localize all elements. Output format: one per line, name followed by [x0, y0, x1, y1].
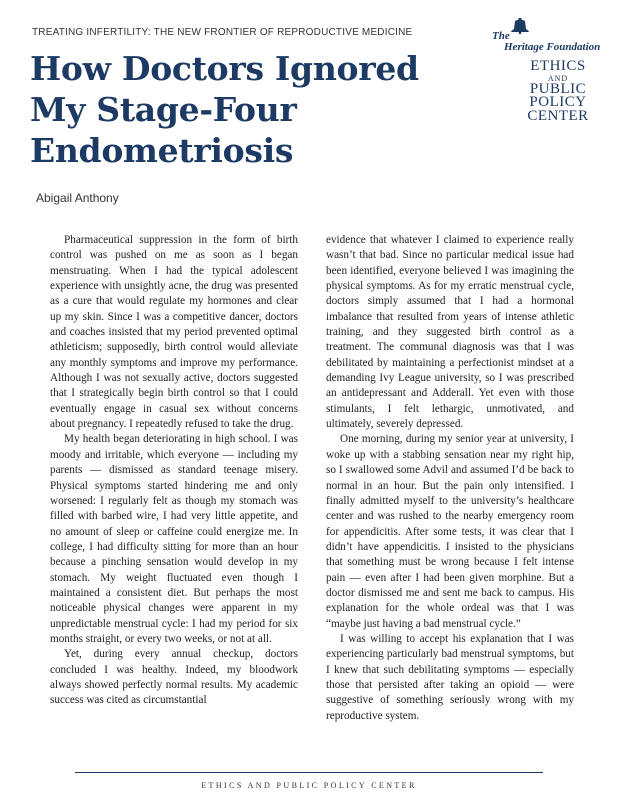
eppc-line-public: PUBLIC	[529, 80, 587, 97]
paragraph: evidence that whatever I claimed to experience really wasn’t that bad. Since no particular medical issue had been identified, everyone believed I was imagining the physical symptoms. As for my erratic menstrual cycle, doctors simply assumed that I had a hormonal imbalance that resulted from years of intense athletic training, and they suggested birth control as a treatment. The communal diagnosis was that I was debilitated by maintaining a perfectionist mindset at a demanding Ivy League university, so I was prescribed an antidepressant and Adderall. Yet even with those stimulants, I felt lethargic, unmotivated, and ultimately, severely depressed.	[326, 234, 574, 431]
heritage-name: Heritage Foundation	[504, 41, 601, 53]
liberty-bell-icon	[510, 18, 530, 34]
paragraph: My health began deteriorating in high school. I was moody and irritable, which everyone — including my parents — dismissed as standard teenage misery. Physical symptoms started hindering me and only worsened: I regularly felt as though my stomach was filled with barbed wire, I had very little appetite, and no amount of sleep or caffeine could energize me. In college, I had difficulty sitting for more than an hour because a pinching sensation would develop in my stomach. My weight fluctuated even though I maintained a consistent diet. But perhaps the most noticeable physical changes were apparent in my unpredictable menstrual cycle: I had my period for six months straight, or every two weeks, or not at all.	[50, 433, 298, 645]
author-name: Abigail Anthony	[36, 191, 119, 205]
heritage-the: The	[492, 30, 510, 42]
eppc-line-ethics: ETHICS	[530, 58, 586, 74]
eppc-logo	[518, 60, 598, 123]
eppc-line-center: CENTER	[527, 107, 589, 124]
paragraph: I was willing to accept his explanation that I was experiencing particularly bad menstrual symptoms, but I knew that such debilitating symptoms — especially those that persisted after taking an opioid — were suggestive of something seriously wrong with my reproductive system.	[326, 632, 574, 722]
body-column-left	[50, 233, 298, 709]
footer-text: ETHICS AND PUBLIC POLICY CENTER	[201, 781, 417, 790]
paragraph: One morning, during my senior year at university, I woke up with a stabbing sensation near my right hip, so I swallowed some Advil and assumed I’d be back to normal in an hour. But the pain only intensified. I finally admitted myself to the university’s healthcare center and was rushed to the nearby emergency room for appendicitis. After some tests, it was clear that I didn’t have appendicitis. I insisted to the physicians that something must be wrong because I felt intense pain — even after I had been given morphine. But a doctor dismissed me and sent me back to campus. His explanation for the whole ordeal was that I was “maybe just having a bad menstrual cycle.”	[326, 433, 574, 630]
eppc-line-and: AND	[547, 73, 569, 83]
paragraph: Pharmaceutical suppression in the form of birth control was pushed on me as soon as I began menstruating. When I had the typical adolescent experience with unsightly acne, the drug was presented as a cure that would regulate my hormones and clear up my skin. Since I was a competitive dancer, doctors and coaches insisted that my period prevented optimal athleticism; supposedly, birth control would alleviate any monthly symptoms and improve my performance. Although I was not sexually active, doctors suggested that I strategically begin birth control so that I could eventually engage in casual sex without concerns about pregnancy. I repeatedly refused to take the drug.	[50, 234, 298, 431]
series-title: TREATING INFERTILITY: THE NEW FRONTIER OF REPRODUCTIVE MEDICINE	[32, 27, 413, 38]
eppc-line-policy: POLICY	[529, 94, 587, 110]
body-column-right	[326, 233, 574, 724]
article-title: How Doctors Ignored My Stage-Four Endometriosis	[30, 49, 419, 170]
footer-rule	[75, 772, 543, 773]
paragraph: Yet, during every annual checkup, doctors concluded I was healthy. Indeed, my bloodwork always showed perfectly normal results. My academic success was cited as circumstantial	[50, 648, 298, 707]
